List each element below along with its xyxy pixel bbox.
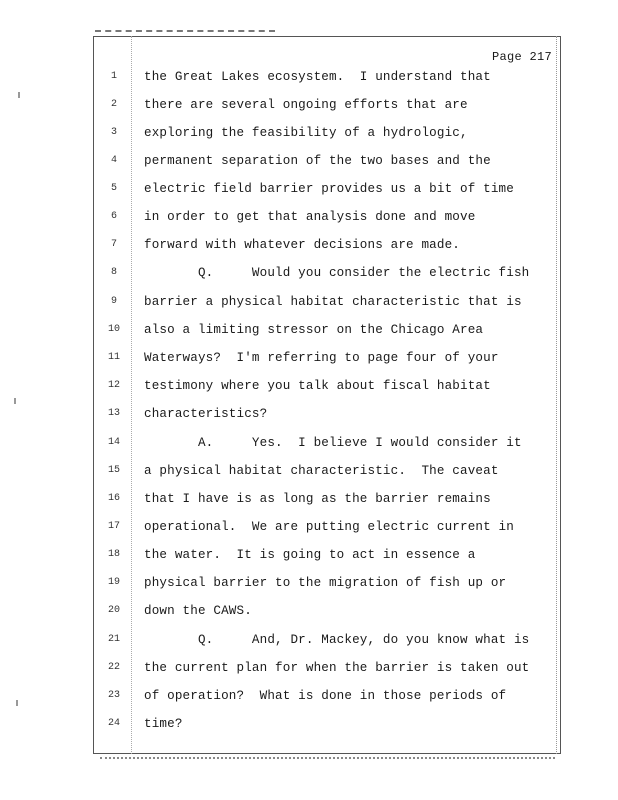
line-text: Waterways? I'm referring to page four of your	[144, 351, 499, 365]
line-text: the current plan for when the barrier is taken out	[144, 661, 530, 675]
line-text: a physical habitat characteristic. The caveat	[144, 464, 499, 478]
transcript-line	[100, 601, 556, 621]
line-number: 18	[107, 549, 120, 560]
transcript-line	[100, 686, 556, 706]
line-number: 13	[107, 408, 120, 419]
line-number: 2	[110, 99, 117, 110]
line-number: 7	[110, 239, 117, 250]
line-text: operational. We are putting electric current in	[144, 520, 514, 534]
transcript-line	[100, 404, 556, 424]
transcript-line	[100, 179, 556, 199]
line-number: 12	[107, 380, 120, 391]
line-text: characteristics?	[144, 407, 268, 421]
line-text: of operation? What is done in those periods of	[144, 689, 507, 703]
line-text: time?	[144, 717, 183, 731]
line-text: Q. Would you consider the electric fish	[144, 266, 530, 280]
line-number: 5	[110, 183, 117, 194]
line-number: 24	[107, 718, 120, 729]
transcript-line	[100, 433, 556, 453]
line-number: 10	[107, 324, 120, 335]
line-number: 1	[110, 71, 117, 82]
line-number: 11	[107, 352, 120, 363]
line-number: 23	[107, 690, 120, 701]
transcript-line	[100, 348, 556, 368]
line-text: down the CAWS.	[144, 604, 252, 618]
transcript-line	[100, 123, 556, 143]
line-number: 22	[107, 662, 120, 673]
transcript-line	[100, 263, 556, 283]
line-text: the Great Lakes ecosystem. I understand that	[144, 70, 491, 84]
line-text: barrier a physical habitat characteristic that is	[144, 295, 522, 309]
transcript-line	[100, 517, 556, 537]
line-number: 19	[107, 577, 120, 588]
line-text: Q. And, Dr. Mackey, do you know what is	[144, 633, 530, 647]
line-number: 21	[107, 634, 120, 645]
line-text: there are several ongoing efforts that are	[144, 98, 468, 112]
line-number: 20	[107, 605, 120, 616]
right-margin-rule	[556, 36, 557, 754]
transcript-line	[100, 573, 556, 593]
transcript-line	[100, 489, 556, 509]
scan-artifact-bottom	[100, 757, 555, 763]
transcript-line	[100, 658, 556, 678]
transcript-line	[100, 461, 556, 481]
line-number: 14	[107, 437, 120, 448]
line-text: physical barrier to the migration of fish up or	[144, 576, 507, 590]
transcript-line	[100, 95, 556, 115]
line-text: forward with whatever decisions are made.	[144, 238, 461, 252]
transcript-line	[100, 207, 556, 227]
line-text: also a limiting stressor on the Chicago Area	[144, 323, 484, 337]
line-number: 6	[110, 211, 117, 222]
line-text: electric field barrier provides us a bit of time	[144, 182, 514, 196]
scan-speck	[16, 700, 18, 706]
line-text: in order to get that analysis done and move	[144, 210, 476, 224]
line-number: 3	[110, 127, 117, 138]
transcript-line	[100, 714, 556, 734]
line-text: exploring the feasibility of a hydrologic,	[144, 126, 468, 140]
transcript-line	[100, 545, 556, 565]
transcript-line	[100, 151, 556, 171]
line-number: 16	[107, 493, 120, 504]
line-number: 15	[107, 465, 120, 476]
line-text: A. Yes. I believe I would consider it	[144, 436, 522, 450]
line-number: 17	[107, 521, 120, 532]
scan-speck	[18, 92, 20, 98]
line-number: 8	[110, 267, 117, 278]
page-number: Page 217	[491, 50, 552, 64]
transcript-line	[100, 235, 556, 255]
transcript-line	[100, 320, 556, 340]
line-number: 4	[110, 155, 117, 166]
line-text: permanent separation of the two bases and the	[144, 154, 491, 168]
line-text: the water. It is going to act in essence a	[144, 548, 476, 562]
line-text: that I have is as long as the barrier remains	[144, 492, 491, 506]
transcript-line	[100, 630, 556, 650]
transcript-line	[100, 67, 556, 87]
transcript-line	[100, 292, 556, 312]
transcript-line	[100, 376, 556, 396]
line-number: 9	[110, 296, 117, 307]
line-text: testimony where you talk about fiscal habitat	[144, 379, 491, 393]
scan-speck	[14, 398, 16, 404]
